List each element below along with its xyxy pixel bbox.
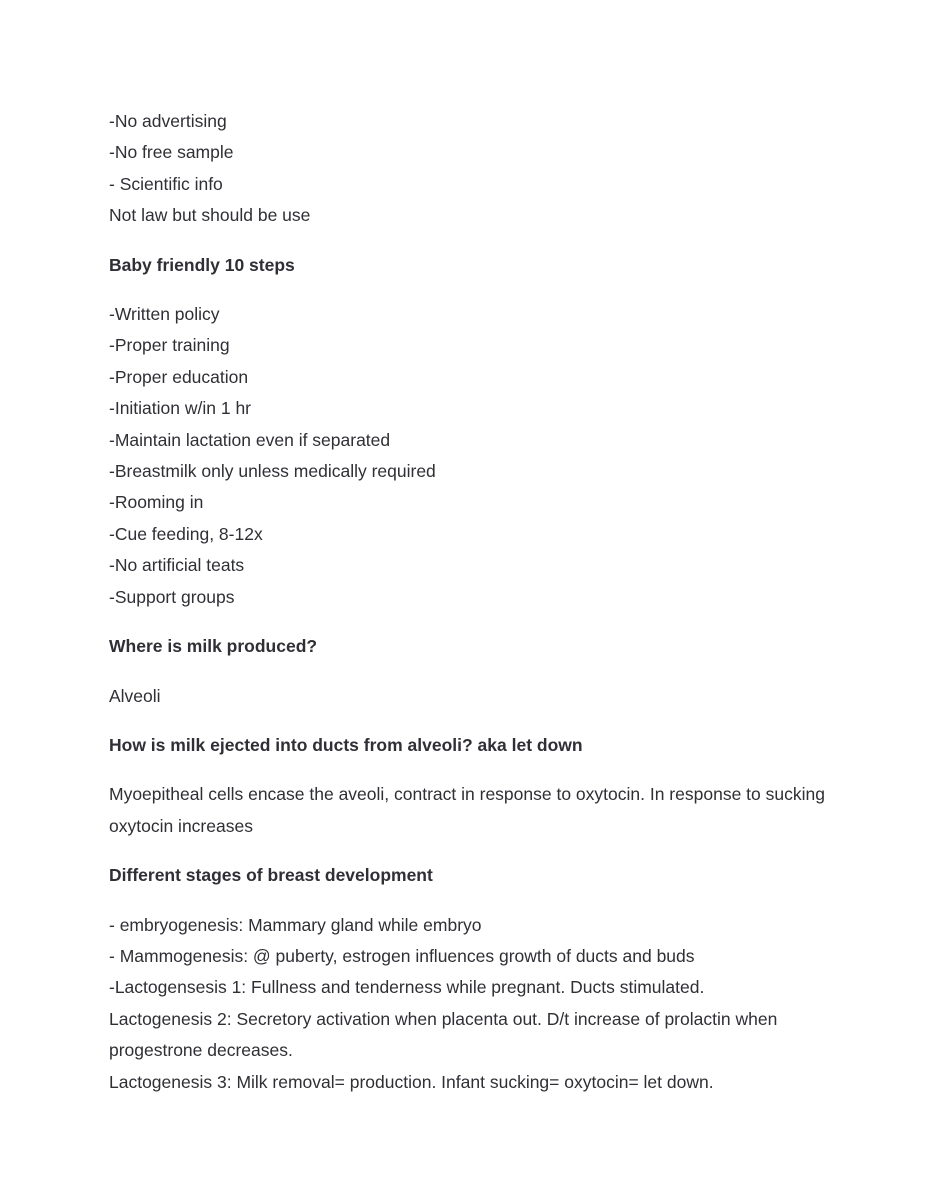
baby-friendly-steps-list bbox=[109, 299, 829, 613]
list-item: Lactogenesis 2: Secretory activation when placenta out. D/t increase of prolactin when progestrone decreases. bbox=[109, 1008, 778, 1061]
document-page bbox=[109, 106, 829, 1098]
answer-text: Alveoli bbox=[109, 685, 161, 706]
section-heading-let-down: How is milk ejected into ducts from alveoli? aka let down bbox=[109, 734, 583, 755]
list-item: -Support groups bbox=[109, 586, 235, 607]
list-item: -No free sample bbox=[109, 142, 234, 163]
list-item: -Lactogensesis 1: Fullness and tenderness while pregnant. Ducts stimulated. bbox=[109, 977, 705, 998]
breast-development-stages-list bbox=[109, 910, 829, 1098]
list-item: - Mammogenesis: @ puberty, estrogen influences growth of ducts and buds bbox=[109, 945, 695, 966]
list-item: -Proper education bbox=[109, 366, 249, 387]
list-item: -Proper training bbox=[109, 335, 230, 356]
section-heading-milk-production: Where is milk produced? bbox=[109, 636, 318, 657]
list-item: -No advertising bbox=[109, 111, 227, 131]
list-item: -Rooming in bbox=[109, 492, 204, 513]
list-item: -No artificial teats bbox=[109, 555, 245, 576]
section-heading-baby-friendly: Baby friendly 10 steps bbox=[109, 254, 295, 275]
list-item: -Cue feeding, 8-12x bbox=[109, 523, 263, 544]
section-heading-breast-development: Different stages of breast development bbox=[109, 865, 433, 886]
list-item: - Scientific info bbox=[109, 173, 223, 194]
list-item: -Initiation w/in 1 hr bbox=[109, 398, 252, 419]
list-item: - embryogenesis: Mammary gland while embryo bbox=[109, 914, 482, 935]
list-item: -Written policy bbox=[109, 304, 220, 325]
list-item: -Maintain lactation even if separated bbox=[109, 429, 391, 450]
intro-list bbox=[109, 106, 829, 232]
list-item: Lactogenesis 3: Milk removal= production. Infant sucking= oxytocin= let down. bbox=[109, 1071, 714, 1092]
list-item: Not law but should be use bbox=[109, 205, 311, 226]
answer-text: Myoepitheal cells encase the aveoli, contract in response to oxytocin. In response to sucking oxytocin increases bbox=[109, 784, 825, 836]
list-item: -Breastmilk only unless medically required bbox=[109, 461, 436, 482]
